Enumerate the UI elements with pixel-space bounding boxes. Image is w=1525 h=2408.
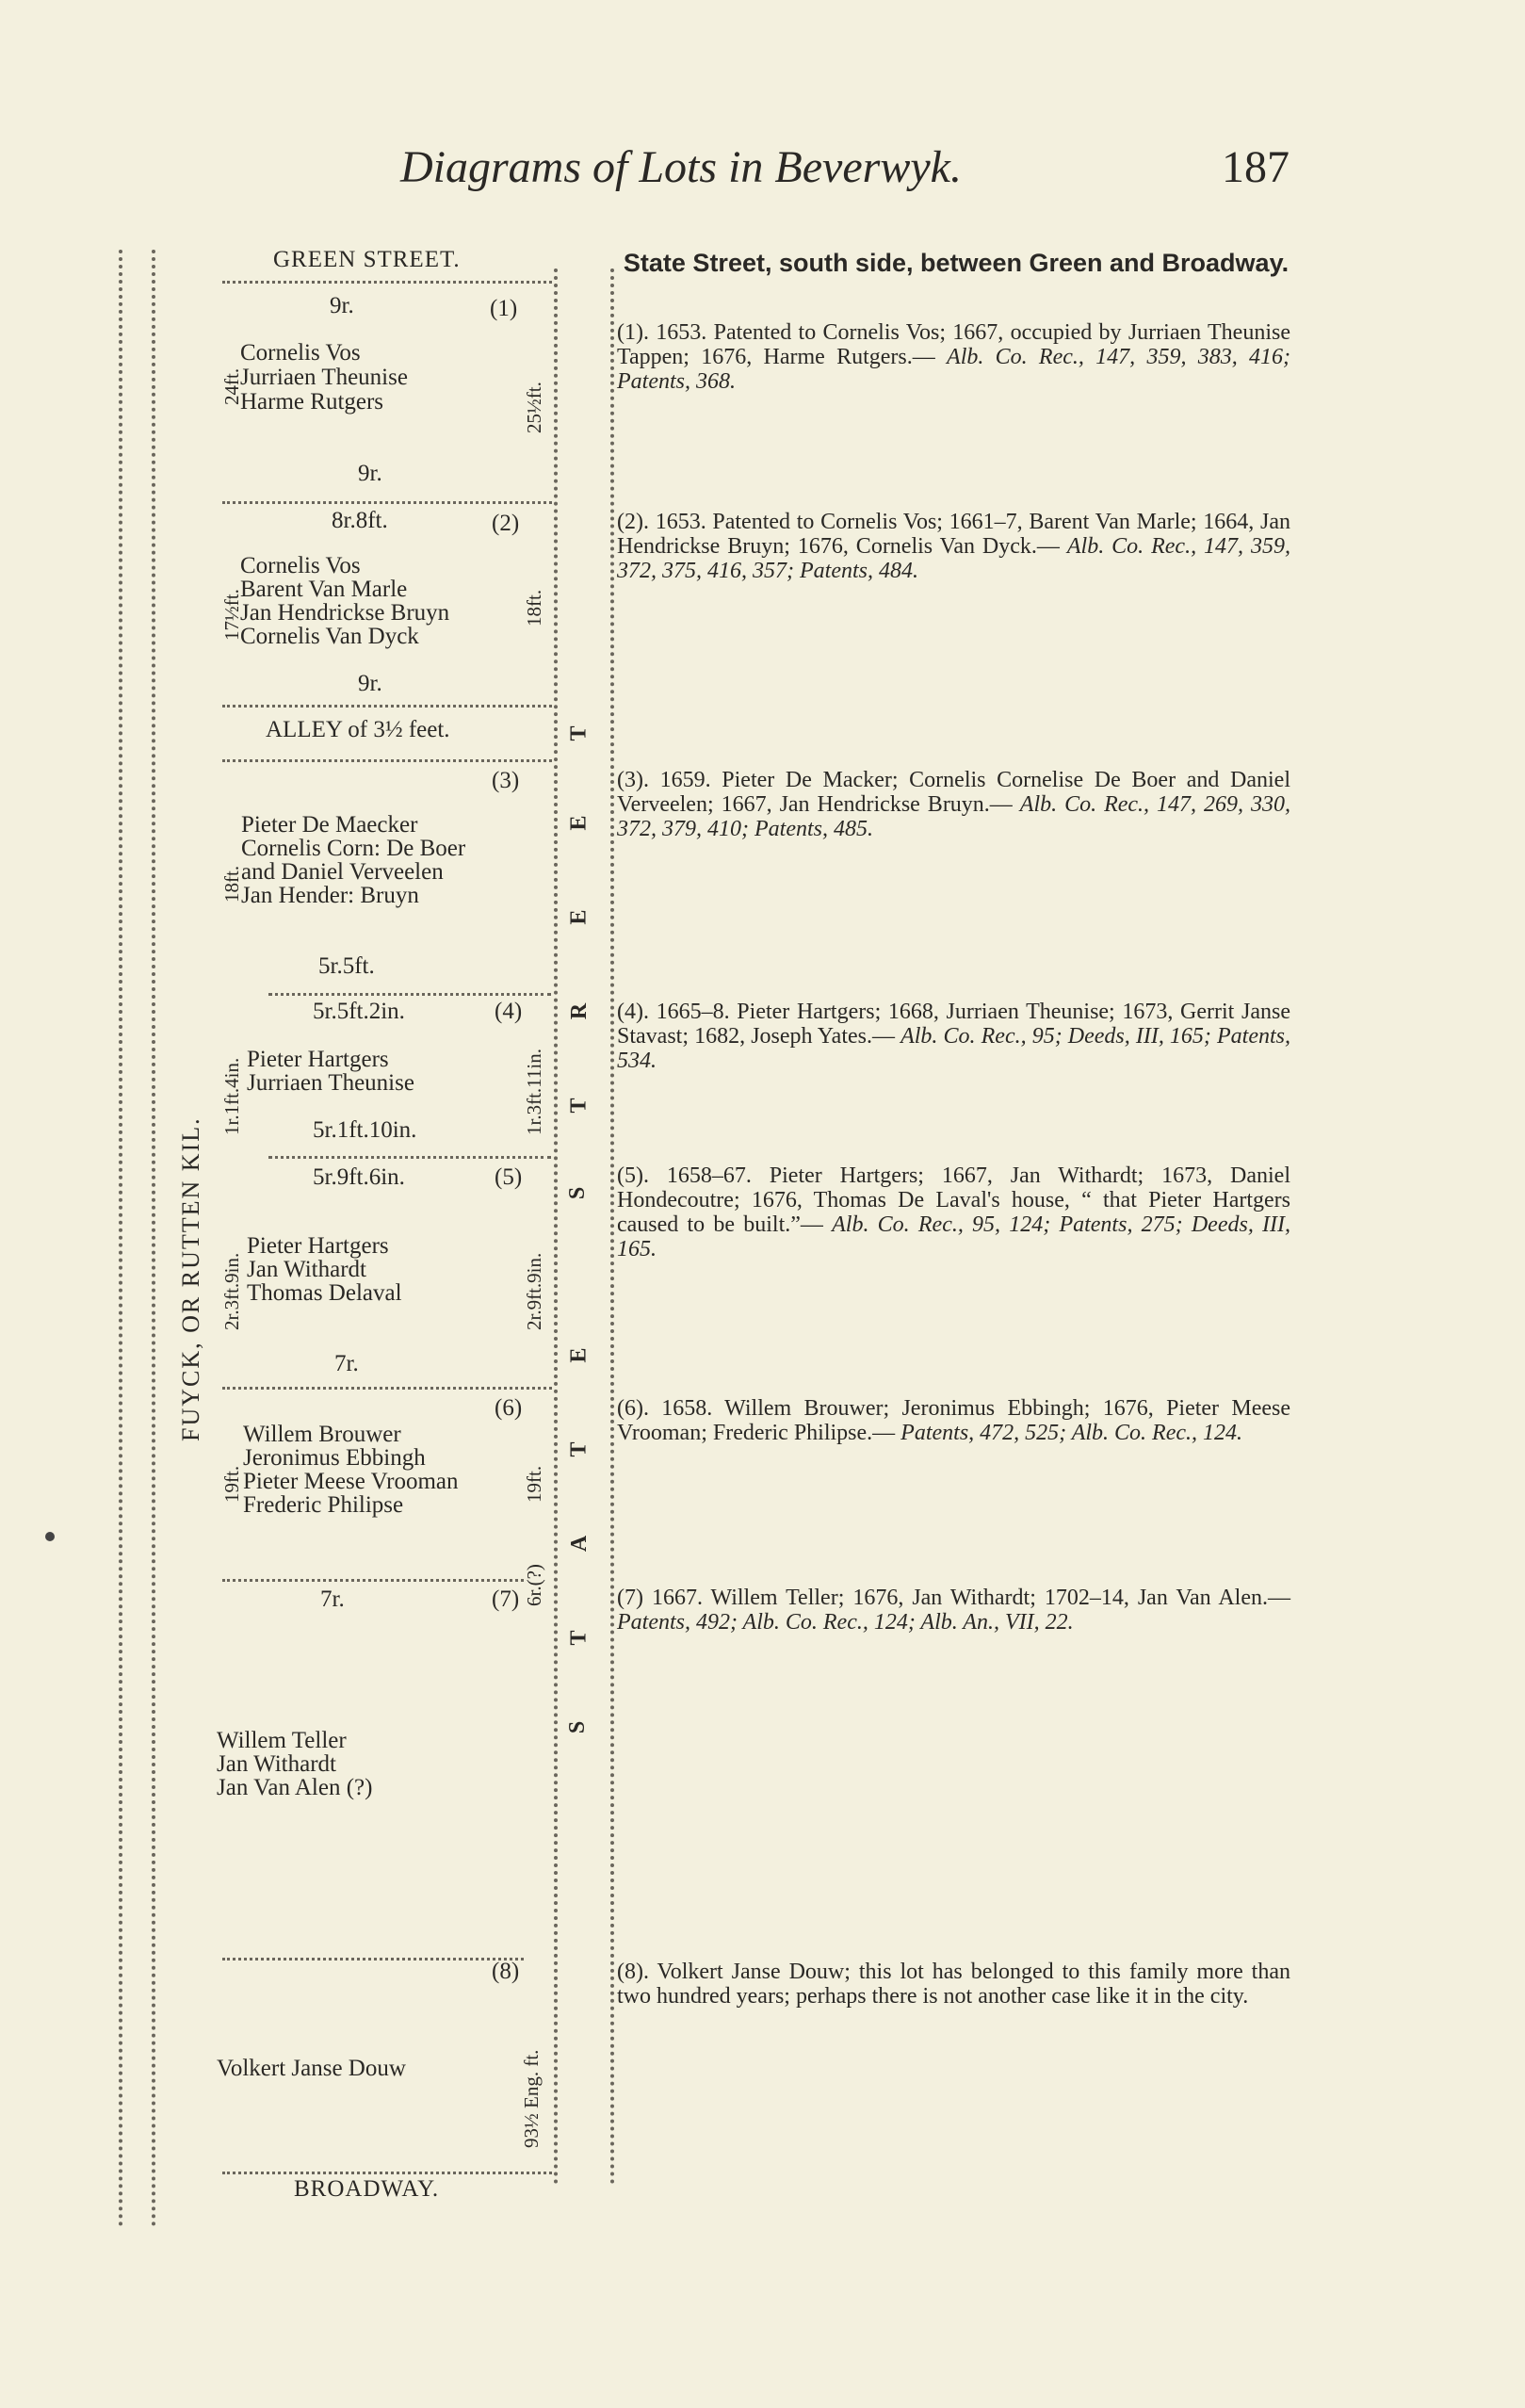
lot-4-left-dim: 1r.1ft.4in. [220, 1057, 243, 1135]
diagram-right-rule [554, 268, 558, 2186]
note-6-ref: Patents, 472, 525; Alb. Co. Rec., 124. [900, 1421, 1243, 1445]
lot-divider-5-6 [222, 1387, 552, 1390]
lot-2-left-dim: 17½ft. [220, 589, 243, 641]
lot-6-owner-4: Frederic Philipse [243, 1492, 404, 1518]
lot-3-owner-2: Cornelis Corn: De Boer [241, 836, 466, 861]
alley-label: ALLEY of 3½ feet. [266, 717, 450, 742]
lot-7-owner-1: Willem Teller [217, 1728, 347, 1753]
note-5-ref: Alb. Co. Rec., 95, 124; Patents, 275; Deeds, III, 165. [617, 1212, 1291, 1261]
lot-1-number: (1) [490, 296, 518, 321]
state-street-letter-T-2: T [566, 1441, 592, 1457]
lot-7-owner-3: Jan Van Alen (?) [217, 1775, 373, 1800]
lot-8-owner-1: Volkert Janse Douw [217, 2056, 406, 2081]
lot-3-bottom-dim: 5r.5ft. [318, 953, 375, 979]
state-street-letter-T-3: T [566, 1098, 592, 1114]
lot-6-left-dim: 19ft. [220, 1465, 243, 1503]
note-lot-5 [617, 1163, 1290, 1261]
green-street-label: GREEN STREET. [273, 247, 461, 272]
lot-divider-4-5 [268, 1156, 551, 1159]
print-speck [45, 1532, 55, 1541]
note-8-text: (8). Volkert Janse Douw; this lot has belonged to this family more than two hundred years; perhaps there is not another case like it in the city. [617, 1960, 1290, 2009]
state-street-letter-E-2: E [566, 909, 592, 925]
alley-divider [222, 759, 552, 762]
lot-7-owner-2: Jan Withardt [217, 1751, 336, 1777]
lot-5-left-dim: 2r.3ft.9in. [220, 1252, 243, 1330]
lot-3-owner-3: and Daniel Verveelen [241, 859, 444, 885]
notes-heading: State Street, south side, between Green and Broadway. [623, 249, 1290, 277]
note-2-ref: Alb. Co. Rec., 147, 359, 372, 375, 416, 357; Patents, 484. [617, 534, 1290, 583]
state-street-letter-R: R [567, 1002, 592, 1020]
lot-3-left-dim: 18ft. [220, 865, 243, 903]
lot-3-owner-1: Pieter De Maecker [241, 812, 418, 838]
note-6-text: (6). 1658. Willem Brouwer; Jeronimus Ebbingh; 1676, Pieter Meese Vrooman; Frederic Philipse.— [617, 1396, 1290, 1445]
page-header-title: Diagrams of Lots in Beverwyk. [400, 142, 962, 192]
notes-left-rule [610, 268, 614, 2186]
lot-4-owner-1: Pieter Hartgers [247, 1047, 389, 1072]
note-lot-1 [617, 320, 1290, 394]
lot-1-owner-3: Harme Rutgers [240, 389, 384, 415]
lot-divider-7-8 [222, 1958, 524, 1961]
note-lot-4 [617, 1000, 1290, 1073]
state-street-letter-E-1: E [566, 1347, 592, 1363]
lot-2-owner-2: Barent Van Marle [240, 577, 408, 602]
lot-4-top-dim: 5r.5ft.2in. [313, 999, 405, 1024]
lot-6-number: (6) [495, 1395, 523, 1421]
lot-8-number: (8) [492, 1959, 520, 1984]
lot-4-owner-2: Jurriaen Theunise [247, 1070, 414, 1096]
lot-1-top-dim: 9r. [330, 293, 354, 318]
lot-2-owner-3: Jan Hendrickse Bruyn [240, 600, 450, 626]
note-lot-7 [617, 1586, 1290, 1635]
note-3-ref: Alb. Co. Rec., 147, 269, 330, 372, 379, 410; Patents, 485. [617, 792, 1290, 841]
note-3-text: (3). 1659. Pieter De Macker; Cornelis Cornelise De Boer and Daniel Verveelen; 1667, Jan Hendrickse Bruyn.— [617, 768, 1290, 817]
state-street-letter-S-2: S [565, 1186, 591, 1200]
state-street-letter-T-4: T [566, 725, 592, 741]
lot-1-owner-1: Cornelis Vos [240, 340, 361, 366]
lot-5-owner-1: Pieter Hartgers [247, 1233, 389, 1259]
lot-6-owner-3: Pieter Meese Vrooman [243, 1469, 459, 1494]
note-lot-6 [617, 1396, 1290, 1445]
lot-divider-2-alley [222, 705, 552, 708]
note-2-text: (2). 1653. Patented to Cornelis Vos; 1661–7, Barent Van Marle; 1664, Jan Hendrickse Bruyn; 1676, Cornelis Van Dyck.— [617, 510, 1290, 559]
lot-5-top-dim: 5r.9ft.6in. [313, 1164, 405, 1190]
lot-2-right-dim: 18ft. [523, 589, 545, 626]
broadway-label: BROADWAY. [294, 2176, 440, 2202]
note-5-text: (5). 1658–67. Pieter Hartgers; 1667, Jan Withardt; 1673, Daniel Hondecoutre; 1676, Thomas De Laval's house, “ that Pieter Hartgers caused to be built.”— [617, 1163, 1290, 1237]
lot-5-owner-2: Jan Withardt [247, 1257, 366, 1282]
lot-6-right-dim: 19ft. [523, 1465, 545, 1503]
lot-4-bottom-dim: 5r.1ft.10in. [313, 1117, 417, 1143]
lot-1-owner-2: Jurriaen Theunise [240, 365, 408, 390]
lot-4-number: (4) [495, 999, 523, 1024]
state-street-letter-E-3: E [566, 815, 592, 831]
note-4-text: (4). 1665–8. Pieter Hartgers; 1668, Jurriaen Theunise; 1673, Gerrit Janse Stavast; 1682, Joseph Yates.— [617, 1000, 1290, 1049]
note-7-ref: Patents, 492; Alb. Co. Rec., 124; Alb. An., VII, 22. [617, 1610, 1074, 1635]
state-street-letter-T-1: T [566, 1630, 592, 1646]
lot-divider-6-7 [222, 1579, 524, 1582]
lot-2-owner-1: Cornelis Vos [240, 553, 361, 578]
lot-3-owner-4: Jan Hender: Bruyn [241, 883, 419, 908]
note-lot-2 [617, 510, 1290, 583]
page-number: 187 [1222, 142, 1290, 192]
lot-divider-top [222, 281, 552, 284]
note-4-ref: Alb. Co. Rec., 95; Deeds, III, 165; Patents, 534. [617, 1024, 1291, 1073]
lot-5-bottom-dim: 7r. [334, 1351, 359, 1376]
lot-5-number: (5) [495, 1164, 523, 1190]
lot-6-owner-1: Willem Brouwer [243, 1422, 401, 1447]
lot-7-top-dim: 7r. [320, 1586, 345, 1612]
note-1-text: (1). 1653. Patented to Cornelis Vos; 1667, occupied by Jurriaen Theunise Tappen; 1676, Harme Rutgers.— [617, 320, 1290, 369]
lot-2-owner-4: Cornelis Van Dyck [240, 624, 419, 649]
lot-divider-1-2 [222, 501, 552, 504]
left-border-rule-1 [119, 250, 122, 2228]
lot-7-number: (7) [492, 1586, 520, 1612]
lot-divider-bottom [222, 2172, 552, 2174]
note-7-text: (7) 1667. Willem Teller; 1676, Jan Withardt; 1702–14, Jan Van Alen.— [617, 1586, 1290, 1610]
note-lot-8 [617, 1960, 1290, 2009]
lot-1-left-dim: 24ft. [220, 367, 243, 405]
lot-3-number: (3) [492, 768, 520, 793]
state-street-letter-A: A [567, 1535, 592, 1553]
lot-6-owner-2: Jeronimus Ebbingh [243, 1445, 426, 1471]
state-street-letter-S-1: S [565, 1720, 591, 1734]
lot-1-bottom-dim: 9r. [358, 461, 382, 486]
fuyck-street-label: FUYCK, OR RUTTEN KIL. [177, 1116, 204, 1441]
lot-divider-3-4 [268, 993, 551, 996]
left-border-rule-2 [152, 250, 155, 2228]
lot-2-number: (2) [492, 511, 520, 536]
lot-6-extra-dim: 6r.(?) [523, 1564, 545, 1606]
lot-8-right-dim: 93½ Eng. ft. [520, 2049, 543, 2148]
lot-2-bottom-dim: 9r. [358, 671, 382, 696]
lot-2-top-dim: 8r.8ft. [332, 508, 388, 533]
note-1-ref: Alb. Co. Rec., 147, 359, 383, 416; Patents, 368. [617, 345, 1290, 394]
lot-4-right-dim: 1r.3ft.11in. [523, 1049, 545, 1135]
note-lot-3 [617, 768, 1290, 841]
lot-1-right-dim: 25½ft. [523, 382, 545, 433]
lot-5-right-dim: 2r.9ft.9in. [523, 1252, 545, 1330]
lot-5-owner-3: Thomas Delaval [247, 1280, 402, 1306]
